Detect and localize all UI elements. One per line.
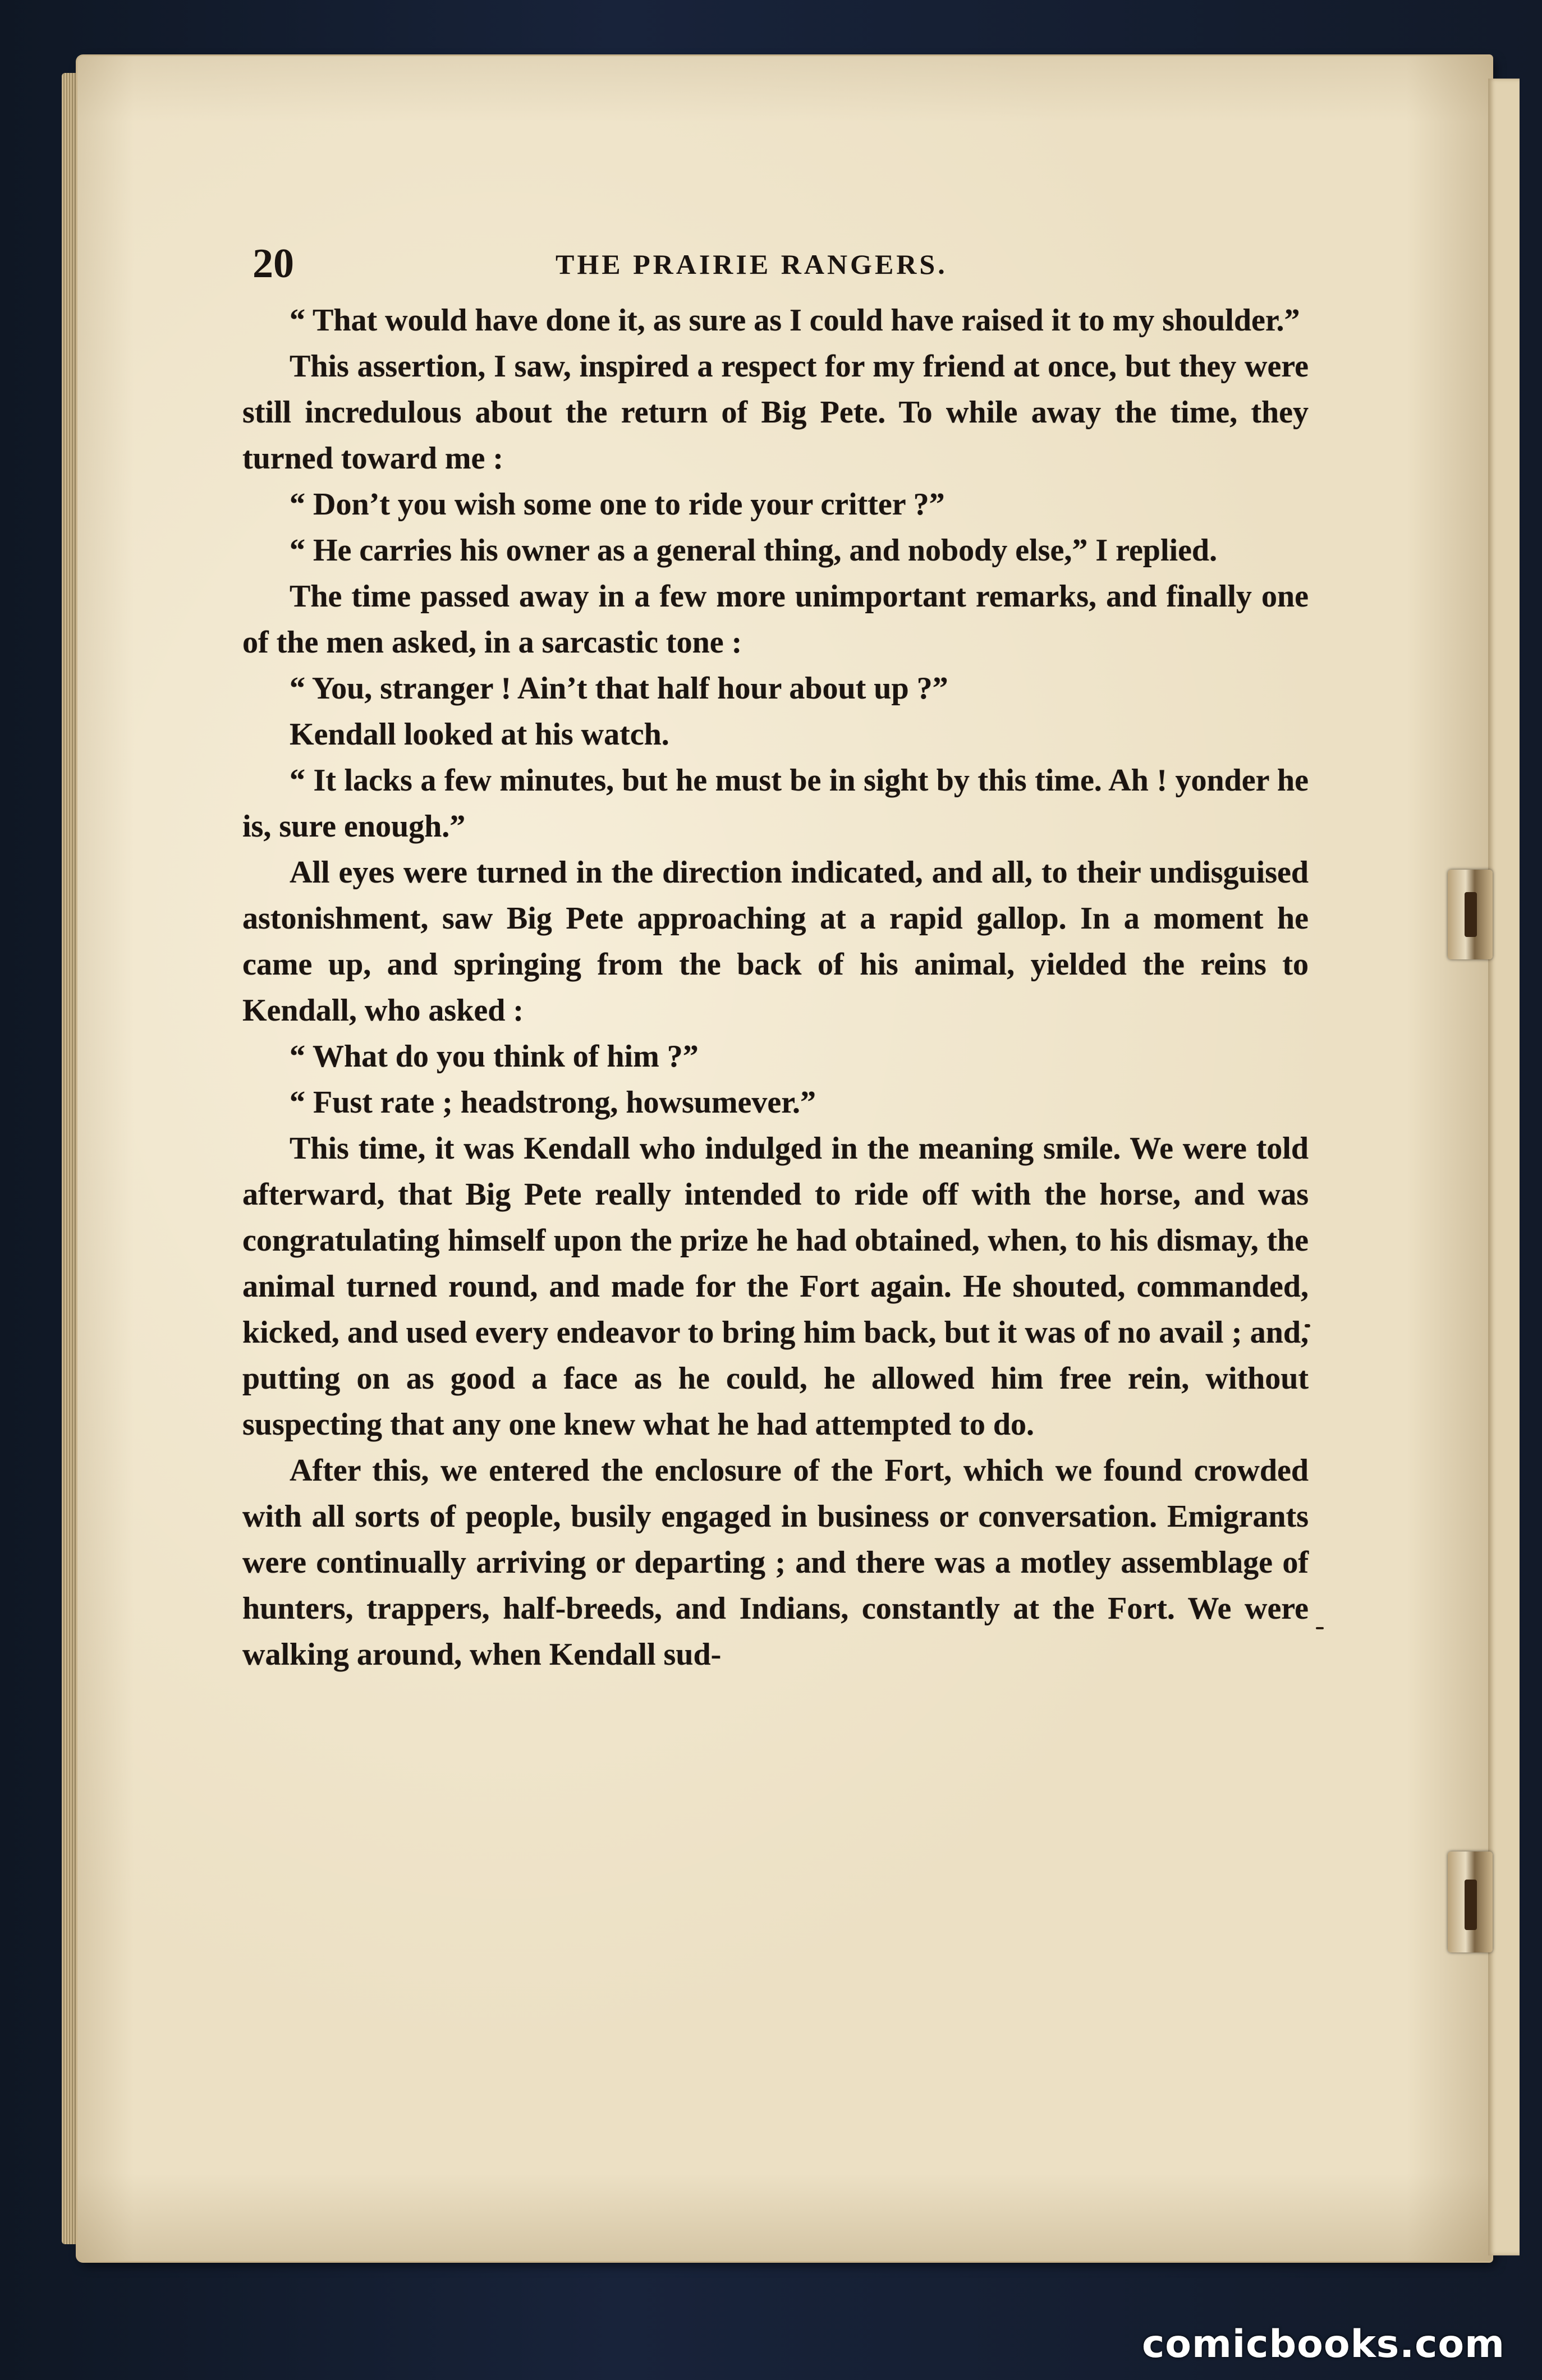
- body-text: [242, 297, 1309, 1678]
- paragraph: “ That would have done it, as sure as I could have raised it to my shoulder.”: [290, 303, 1300, 338]
- page-number: 20: [253, 241, 294, 287]
- paragraph: “ He carries his owner as a general thing, and nobody else,” I replied.: [290, 533, 1218, 568]
- paragraph: This time, it was Kendall who indulged in the meaning smile. We were told afterward, that Big Pete really intended to ride off with the horse, and was congratulating himself upon the prize he had obtained, when, to his dismay, the animal turned round, and made for the Fort again. He shouted, commanded, kicked, and used every endeavor to bring him back, but it was of no avail ; and, putting on as good a face as he could, he allowed him free rein, without suspecting that any one knew what he had attempted to do.: [242, 1131, 1309, 1442]
- binding-gutter: [1488, 79, 1520, 2255]
- paragraph: All eyes were turned in the direction indicated, and all, to their undisguised astonishment, saw Big Pete approaching at a rapid gallop. In a moment he came up, and springing from the back of his animal, yielded the reins to Kendall, who asked :: [242, 855, 1309, 1028]
- running-head: THE PRAIRIE RANGERS.: [556, 249, 948, 280]
- paragraph: “ It lacks a few minutes, but he must be in sight by this time. Ah ! yonder he is, sure enough.”: [242, 763, 1309, 844]
- paragraph: “ Don’t you wish some one to ride your critter ?”: [290, 487, 945, 522]
- paragraph: “ What do you think of him ?”: [290, 1039, 699, 1074]
- paragraph: Kendall looked at his watch.: [290, 717, 669, 752]
- page-header: [253, 240, 1336, 291]
- paragraph: This assertion, I saw, inspired a respect for my friend at once, but they were still incredulous about the return of Big Pete. To while away the time, they turned toward me :: [242, 349, 1309, 476]
- binding-staple-bottom: [1448, 1851, 1493, 1952]
- paragraph: “ You, stranger ! Ain’t that half hour about up ?”: [290, 671, 948, 706]
- paragraph: After this, we entered the enclosure of the Fort, which we found crowded with all sorts of people, busily engaged in business or conversation. Emigrants were continually arriving or departing ; and there was a motley assemblage of hunters, trappers, half-breeds, and Indians, constantly at the Fort. We were walking around, when Kendall sud-: [242, 1453, 1309, 1672]
- print-speck: [1316, 1627, 1324, 1629]
- paragraph: “ Fust rate ; headstrong, howsumever.”: [290, 1085, 816, 1120]
- page-stack-edge: [62, 73, 79, 2244]
- binding-staple-top: [1448, 870, 1493, 959]
- watermark: comicbooks.com: [1141, 2322, 1505, 2367]
- paragraph: The time passed away in a few more unimportant remarks, and finally one of the men asked, in a sarcastic tone :: [242, 579, 1309, 660]
